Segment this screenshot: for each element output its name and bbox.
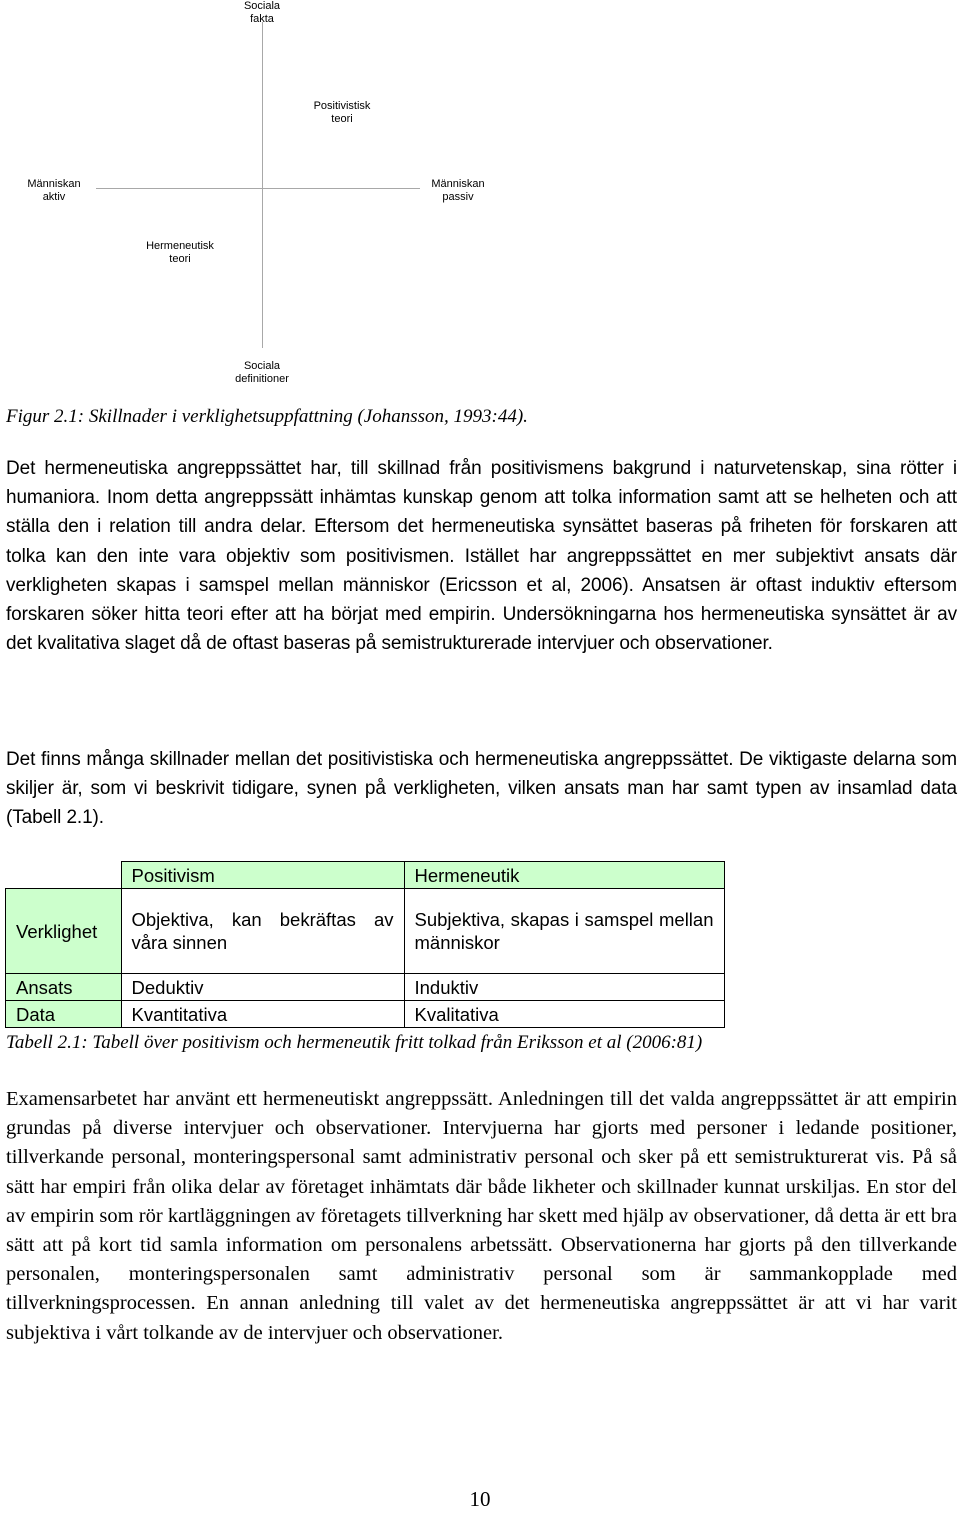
- table-header-positivism: Positivism: [121, 862, 404, 889]
- table-header-hermeneutik: Hermeneutik: [404, 862, 724, 889]
- label-sociala-fakta: Sociala fakta: [243, 0, 281, 25]
- table-row-label: Ansats: [6, 974, 122, 1001]
- table-caption: Tabell 2.1: Tabell över positivism och hermeneutik fritt tolkad från Eriksson et al (2006:81): [6, 1032, 703, 1053]
- vertical-axis: [262, 22, 263, 348]
- table-header-row: [6, 862, 725, 889]
- horizontal-axis: [96, 188, 420, 189]
- table-row-label: Data: [6, 1001, 122, 1028]
- page-number: 10: [469, 1487, 491, 1511]
- comparison-table: [5, 861, 725, 1028]
- table-row-label: Verklighet: [6, 889, 122, 974]
- paragraph-3: Examensarbetet har använt ett hermeneutiskt angreppssätt. Anledningen till det valda angreppssättet är att empirin grundas på diverse intervjuer och observationer. Intervjuerna har gjorts med personer i ledande positioner, tillverkande personal, monteringspersonal samt administrativ personal och sker på ett semistrukturerat vis. På så sätt har empiri från olika delar av företaget inhämtats där både likheter och skillnader kunnat urskiljas. En stor del av empirin som rör kartläggningen av företagets tillverkning har skett med hjälp av observationer, då detta är ett bra sätt att på kort tid samla information om personalens arbetssätt. Observationerna har gjorts på den tillverkande personalen, monteringspersonalen samt administrativ personal som är sammankopplade med tillverkningsprocessen. En annan anledning till valet av det hermeneutiska angreppssättet är att vi har varit subjektiva i vårt tolkande av de intervjuer och observationer.: [6, 1088, 957, 1344]
- verklighetsuppfattning-diagram: [0, 0, 960, 400]
- table-cell: Induktiv: [404, 974, 724, 1001]
- table-row: [6, 974, 725, 1001]
- table-cell: Objektiva, kan bekräftas av våra sinnen: [121, 889, 404, 974]
- table-row: [6, 889, 725, 974]
- paragraph-1: Det hermeneutiska angreppssättet har, till skillnad från positivismens bakgrund i naturvetenskap, sina rötter i humaniora. Inom detta angreppssätt inhämtas kunskap genom att tolka information samt att se helheten och att ställa den i relation till andra delar. Eftersom det hermeneutiska synsättet baseras på friheten för forskaren att tolka kan den inte vara objektiv som positivismen. Istället har angreppssättet en mer subjektivt ansats där verkligheten skapas i samspel mellan människor (Ericsson et al, 2006). Ansatsen är oftast induktiv eftersom forskaren söker hitta teori efter att ha börjat med empirin. Undersökningarna hos hermeneutiska synsättet är av det kvalitativa slaget då de oftast baseras på semistrukturerade intervjuer och observationer.: [6, 458, 957, 655]
- figure-caption: Figur 2.1: Skillnader i verklighetsuppfattning (Johansson, 1993:44).: [6, 406, 528, 427]
- table-cell: Deduktiv: [121, 974, 404, 1001]
- label-sociala-definitioner: Sociala definitioner: [235, 360, 289, 385]
- table-cell: Subjektiva, skapas i samspel mellan människor: [404, 889, 724, 974]
- table-header-empty: [6, 862, 122, 889]
- table-cell: Kvalitativa: [404, 1001, 724, 1028]
- paragraph-2: Det finns många skillnader mellan det positivistiska och hermeneutiska angreppssättet. De viktigaste delarna som skiljer är, som vi beskrivit tidigare, synen på verkligheten, vilken ansats man har samt typen av insamlad data (Tabell 2.1).: [6, 749, 957, 829]
- table-row: [6, 1001, 725, 1028]
- label-manniskan-aktiv: Människan aktiv: [27, 178, 81, 203]
- table-cell: Kvantitativa: [121, 1001, 404, 1028]
- label-manniskan-passiv: Människan passiv: [431, 178, 485, 203]
- label-positivistisk-teori: Positivistisk teori: [313, 100, 371, 125]
- label-hermeneutisk-teori: Hermeneutisk teori: [146, 240, 214, 265]
